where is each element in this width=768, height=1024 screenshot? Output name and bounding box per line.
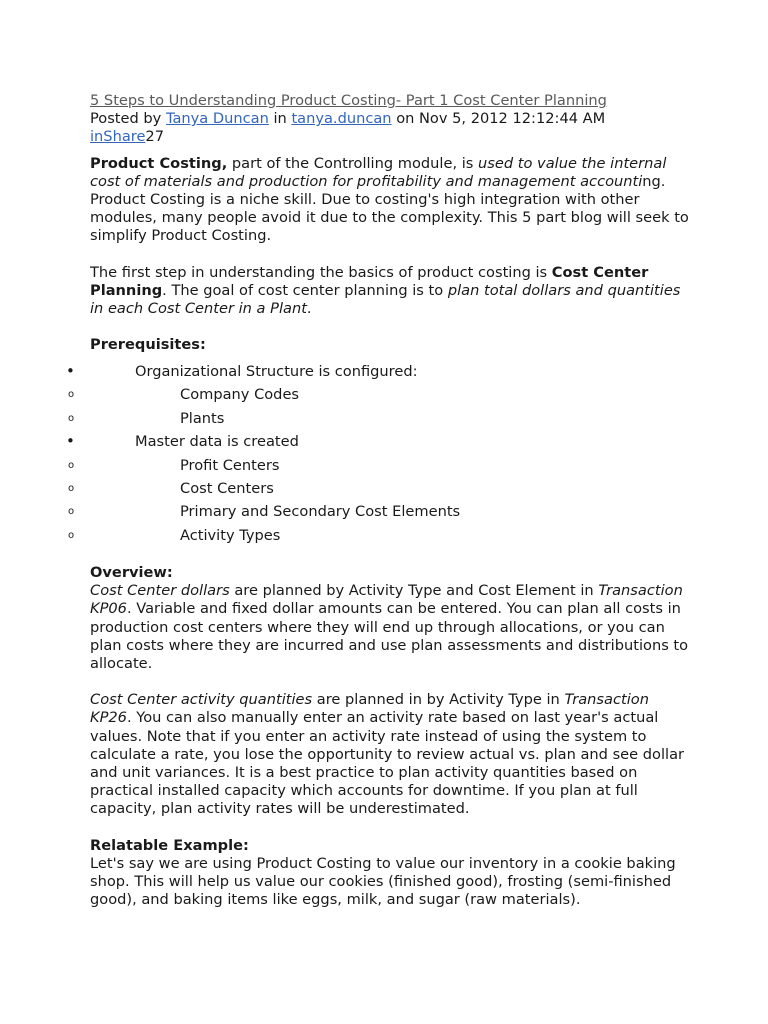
- overview-paragraph-2: [90, 691, 690, 818]
- list-item: [0, 360, 768, 383]
- intro-paragraph-1: [90, 155, 690, 246]
- intro-text-b: ng. Product Costing is a niche skill. Due to costing's high integration with other modules, many people avoid it due to the complexity. This 5 part blog will seek to simplify Product Costing.: [90, 172, 689, 245]
- bullet-circle-icon: o: [68, 482, 75, 494]
- intro2-goal: plan total dollars and quantities in each Cost Center in a Plant: [90, 281, 681, 318]
- prerequisites-heading: Prerequisites:: [90, 336, 206, 354]
- post-date: on Nov 5, 2012 12:12:44 AM: [391, 110, 606, 128]
- example-heading: Relatable Example:: [90, 836, 249, 854]
- bullet-circle-icon: o: [68, 389, 75, 401]
- inshare-link[interactable]: inShare: [90, 128, 146, 146]
- share-row: [90, 128, 690, 146]
- activity-quantities-term: Cost Center activity quantities: [90, 691, 313, 709]
- list-item-text: Profit Centers: [180, 456, 280, 474]
- post-title-link[interactable]: 5 Steps to Understanding Product Costing- Part 1 Cost Center Planning: [90, 92, 607, 109]
- posted-by-label: Posted by: [90, 110, 166, 128]
- overview-section: [90, 564, 690, 909]
- sub-list-item: [0, 407, 768, 430]
- list-item-text: Cost Centers: [180, 479, 274, 497]
- overview1-text-b: . Variable and fixed dollar amounts can be entered. You can plan all costs in production cost centers where they will end up through allocations, or you can plan costs where they are incurred and use plan assessments and distributions to allocate.: [90, 600, 689, 673]
- author-link[interactable]: Tanya Duncan: [165, 110, 269, 128]
- sub-list-item: [0, 383, 768, 406]
- overview2-text-b: . You can also manually enter an activity rate based on last year's actual values. Note that if you enter an activity rate instead of using the system to calculate a rate, you lose the opportunity to review actual vs. plan and see dollar and unit variances. It is a best practice to plan activity quantities based on practical installed capacity which accounts for downtime. If you plan at full capacity, plan activity rates will be underestimated.: [90, 709, 685, 818]
- header-and-intro: [90, 92, 690, 354]
- sub-list-item: [0, 454, 768, 477]
- intro-paragraph-2: [90, 264, 690, 319]
- sub-list-item: [0, 500, 768, 523]
- transaction-kp26: Transaction KP26: [90, 691, 649, 727]
- list-item: [0, 430, 768, 453]
- overview2-text-a: are planned in by Activity Type in: [312, 691, 565, 709]
- list-item-text: Company Codes: [180, 386, 300, 404]
- prerequisites-list: [0, 360, 768, 547]
- list-item-text: Organizational Structure is configured:: [135, 363, 418, 380]
- list-item-text: Master data is created: [135, 433, 299, 451]
- bullet-circle-icon: o: [68, 529, 75, 541]
- sub-list-item: [0, 477, 768, 500]
- cost-center-planning-term: Cost Center Planning: [90, 263, 649, 299]
- bullet-circle-icon: o: [68, 506, 75, 518]
- bullet-circle-icon: o: [68, 459, 75, 471]
- sub-list-item: [0, 524, 768, 547]
- overview1-text-a: are planned by Activity Type and Cost Element in: [229, 582, 599, 600]
- transaction-kp06: Transaction KP06: [90, 582, 683, 618]
- list-item-text: Plants: [180, 409, 225, 427]
- bullet-disc-icon: •: [66, 432, 75, 451]
- intro-text-a: part of the Controlling module, is: [227, 154, 479, 172]
- intro2-text-b: . The goal of cost center planning is to: [162, 281, 448, 299]
- cost-center-dollars-term: Cost Center dollars: [90, 582, 230, 600]
- product-costing-term: Product Costing,: [90, 154, 228, 172]
- overview-heading: Overview:: [90, 564, 173, 581]
- bullet-disc-icon: •: [66, 362, 75, 380]
- post-meta: [90, 110, 690, 128]
- intro2-text-a: The first step in understanding the basics of product costing is: [90, 263, 552, 281]
- post-title[interactable]: [90, 92, 690, 110]
- bullet-circle-icon: o: [68, 412, 75, 424]
- intro-definition: used to value the internal cost of materials and production for profitability and management accounti: [90, 154, 667, 190]
- share-count: 27: [145, 128, 164, 146]
- space-link[interactable]: tanya.duncan: [291, 110, 392, 128]
- example-paragraph: Let's say we are using Product Costing to value our inventory in a cookie baking shop. This will help us value our cookies (finished good), frosting (semi-finished good), and baking items like eggs, milk, and sugar (raw materials).: [90, 854, 676, 909]
- in-label: in: [268, 110, 292, 128]
- intro2-text-c: .: [306, 300, 312, 318]
- overview-paragraph-1: [90, 582, 690, 673]
- list-item-text: Primary and Secondary Cost Elements: [180, 503, 461, 521]
- list-item-text: Activity Types: [180, 526, 281, 544]
